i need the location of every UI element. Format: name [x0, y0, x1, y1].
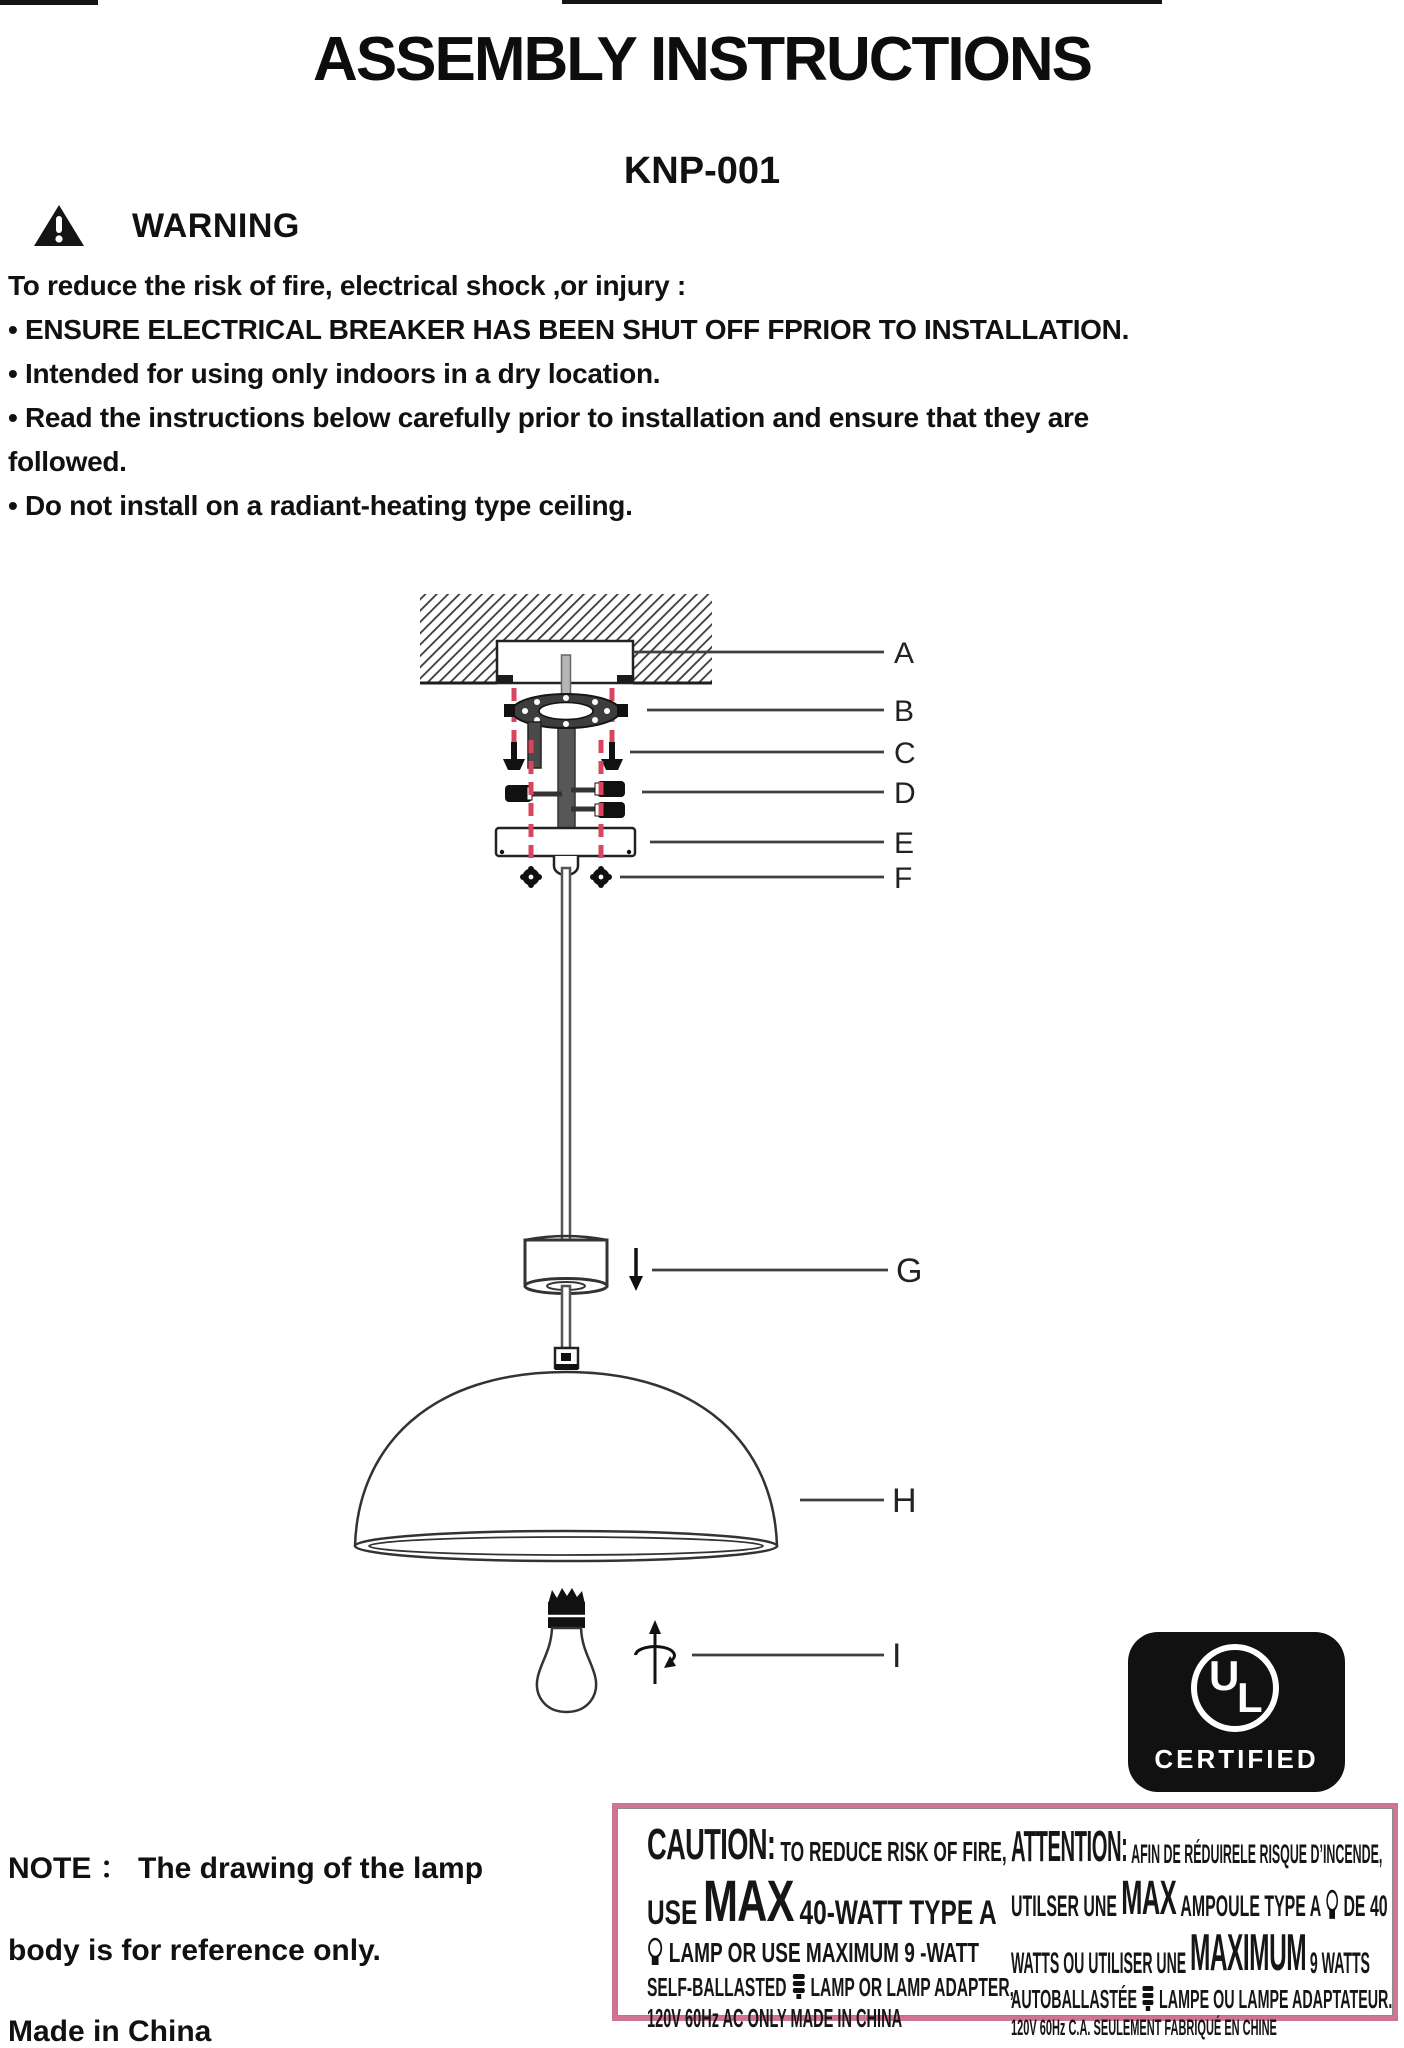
caution-ampoule-fr: AMPOULE TYPE A [1180, 1889, 1322, 1923]
note-line: NOTE ： The drawing of the lamp [8, 1852, 484, 1885]
caution-reduce-en: TO REDUCE RISK OF FIRE, [780, 1836, 1007, 1868]
caution-adapter-en: LAMP OR LAMP ADAPTER, [810, 1972, 1014, 2003]
rod-lower [562, 1286, 570, 1348]
warning-line: To reduce the risk of fire, electrical shock ,or injury : [8, 270, 686, 301]
shade-connector [555, 1348, 578, 1370]
light-bulb [537, 1588, 596, 1712]
cfl-lamp-icon [1141, 1985, 1154, 2012]
model-number: KNP-001 [623, 150, 781, 192]
suspension-rod [562, 868, 570, 1240]
page-title: ASSEMBLY INSTRUCTIONS [313, 25, 1091, 94]
caution-de40-fr: DE 40 [1343, 1889, 1388, 1923]
caution-lamp-line-en: LAMP OR USE MAXIMUM 9 -WATT [668, 1937, 980, 1969]
ul-certified-badge [1128, 1632, 1345, 1792]
warning-line: followed. [8, 446, 127, 477]
ul-letter-l: L [1237, 1674, 1263, 1721]
caution-heading-fr: ATTENTION: [1011, 1822, 1128, 1871]
caution-self-ballasted-en: SELF-BALLASTED [647, 1972, 787, 2003]
caution-power-en: 120V 60Hz AC ONLY MADE IN CHINA [647, 2002, 903, 2033]
bulb-icon [1325, 1889, 1339, 1921]
canopy-rivet [500, 850, 504, 854]
note-line: body is for reference only. [8, 1934, 381, 1967]
caution-autoballastee-fr: AUTOBALLASTÉE [1011, 1984, 1138, 2015]
canopy [496, 828, 635, 856]
caution-watt-en: 40-WATT TYPE A [799, 1893, 997, 1932]
canopy-rivet [627, 850, 631, 854]
warning-line: • Read the instructions below carefully prior to installation and ensure that they are [8, 402, 1089, 433]
caution-english [647, 1814, 1014, 2033]
caution-adaptateur-fr: LAMPE OU LAMPE ADAPTATEUR. [1159, 1984, 1393, 2015]
ul-letter-u: U [1209, 1652, 1240, 1699]
caution-french [1011, 1814, 1397, 2039]
warning-header [32, 203, 300, 249]
warning-triangle-icon [32, 203, 86, 249]
caution-max-fr: MAX [1121, 1871, 1177, 1925]
ul-logo-icon [1191, 1644, 1279, 1732]
part-label-c: C [894, 737, 916, 770]
caution-maximum-fr: MAXIMUM [1189, 1924, 1307, 1983]
caution-watts9-fr: 9 WATTS [1309, 1947, 1370, 1981]
part-label-i: I [892, 1637, 902, 1675]
cfl-lamp-icon [791, 1973, 805, 2000]
warning-heading: WARNING [132, 206, 300, 245]
part-label-g: G [896, 1252, 923, 1290]
part-label-e: E [894, 827, 915, 860]
scan-artifact-top-right [562, 0, 1162, 4]
caution-watts-ou-fr: WATTS OU UTILISER UNE [1011, 1947, 1187, 1981]
part-label-a: A [894, 637, 915, 670]
note-block [8, 1843, 568, 2048]
bulb-icon [647, 1937, 663, 1967]
part-label-f: F [894, 862, 913, 895]
part-label-h: H [892, 1482, 917, 1520]
caution-use-en: USE [647, 1893, 698, 1932]
ul-caption: CERTIFIED [1154, 1744, 1319, 1774]
threaded-nipple [558, 714, 575, 830]
warning-text [8, 264, 1398, 528]
down-arrow-icon [629, 1248, 643, 1291]
caution-use-fr: UTILSER UNE [1011, 1889, 1118, 1923]
note-line: Made in China [8, 2015, 212, 2048]
scan-artifact-top-left [0, 0, 98, 5]
caution-power-fr: 120V 60Hz C.A. SEULEMENT FABRIQUÉ EN CHINE [1011, 2014, 1277, 2040]
caution-max-en: MAX [703, 1868, 794, 1934]
warning-line: • Intended for using only indoors in a dry location. [8, 358, 661, 389]
caution-label-box [612, 1803, 1398, 2040]
warning-line: • Do not install on a radiant-heating type ceiling. [8, 490, 633, 521]
warning-line: • ENSURE ELECTRICAL BREAKER HAS BEEN SHUT OFF FPRIOR TO INSTALLATION. [8, 314, 1130, 345]
rotation-arrow-icon [636, 1620, 677, 1684]
part-label-d: D [894, 777, 916, 810]
shade-dome [355, 1372, 777, 1561]
caution-heading-en: CAUTION: [647, 1820, 776, 1869]
caution-reduce-fr: AFIN DE RÉDUIRELE RISQUE D’INCENDE, [1131, 1839, 1383, 1870]
part-label-b: B [894, 695, 915, 728]
assembly-diagram [240, 580, 940, 1720]
